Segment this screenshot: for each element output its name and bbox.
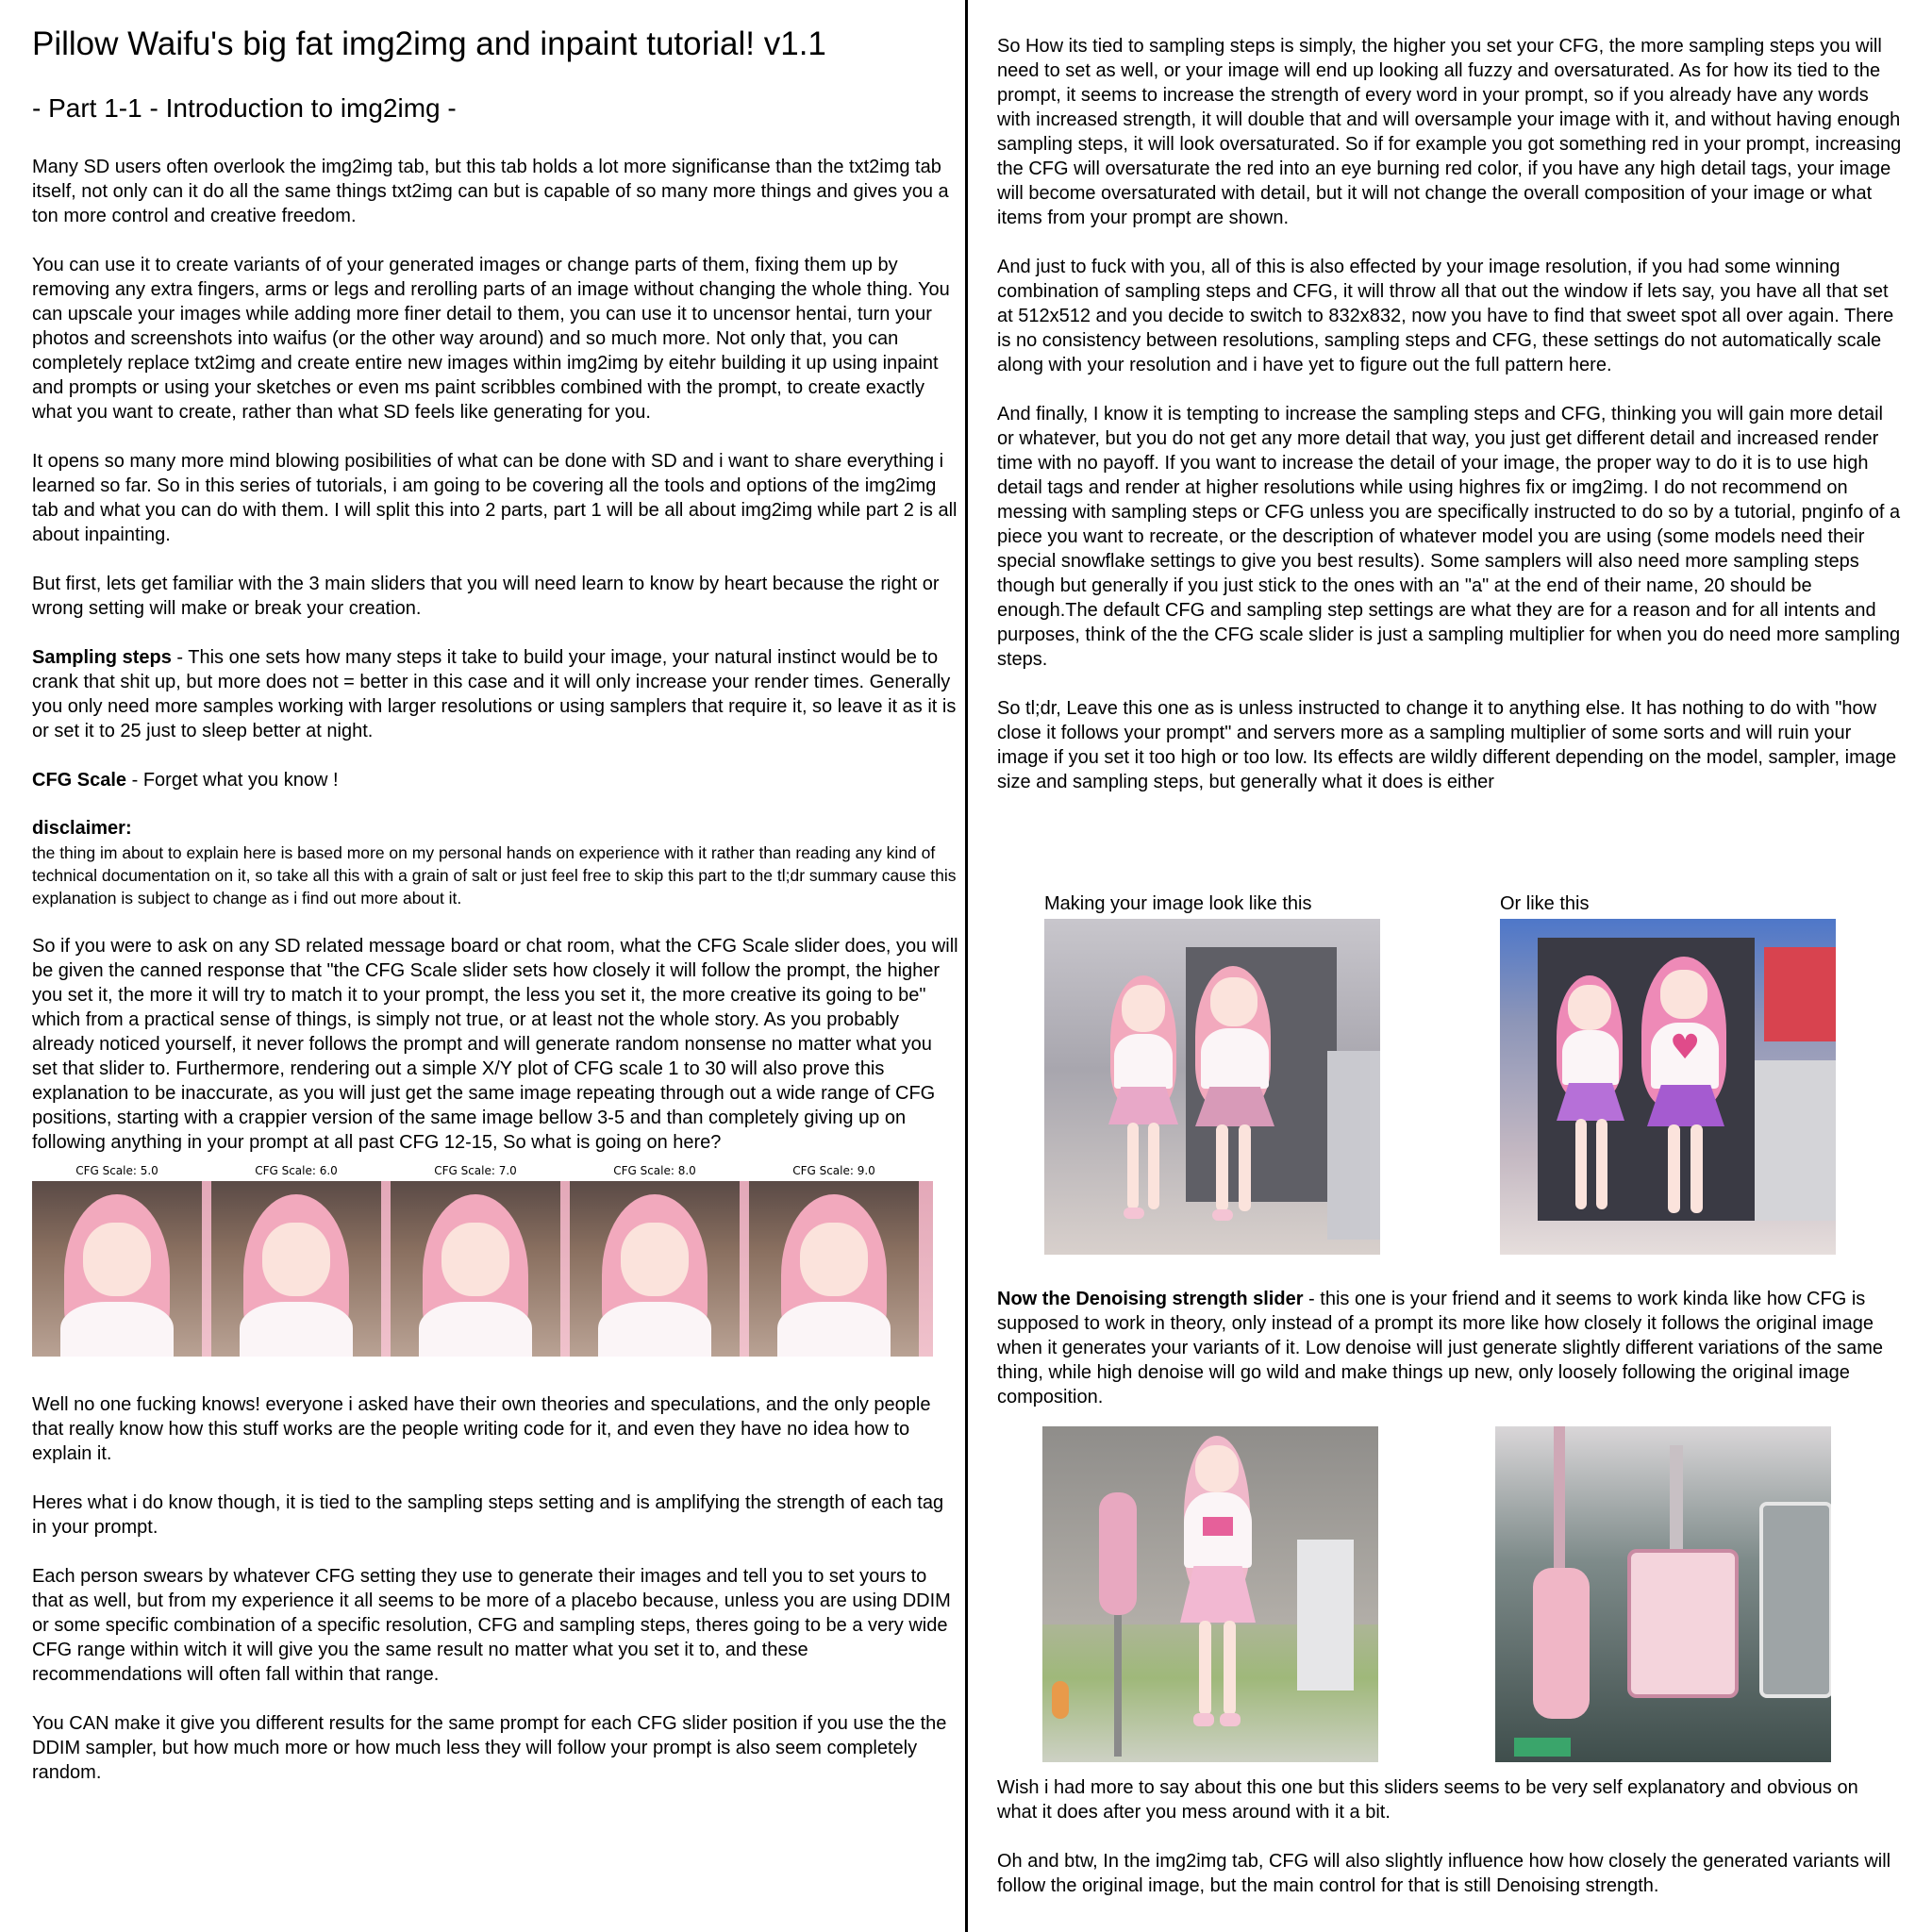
figure-face bbox=[441, 1223, 509, 1296]
figure-face bbox=[621, 1223, 689, 1296]
tied-to-steps-paragraph: Heres what i do know though, it is tied to the sampling steps setting and is amplifying the strength of each tag in your prompt. bbox=[32, 1492, 944, 1538]
ddim-paragraph: You CAN make it give you different results for the same prompt for each CFG slider position if you use the the DDIM sampler, but how much more or how much less they will follow your prompt is also seem completely random. bbox=[32, 1713, 947, 1783]
denoising-text: - this one is your friend and it seems to work kinda like how CFG is supposed to work in theory, only instead of a prompt its more like how closely it follows the original image when it generates your variants of it. Low denoise will just generate slightly different variations of the same thing, while high denoise will go wild and make things up new, only loosely following the original image composition. bbox=[997, 1289, 1884, 1407]
cfg-label-8: CFG Scale: 8.0 bbox=[613, 1164, 696, 1177]
right-column bbox=[997, 0, 1903, 794]
denoising-paragraph bbox=[997, 1287, 1903, 1409]
intro-paragraph: Many SD users often overlook the img2img tab, but this tab holds a lot more significanse than the txt2img tab itself, not only can it do all the same things txt2img can but is capable of so many more things and gives you a ton more control and creative freedom. bbox=[32, 157, 949, 226]
figure-shirt bbox=[777, 1302, 891, 1357]
figure-shirt bbox=[240, 1302, 353, 1357]
cfg-image-5 bbox=[32, 1181, 202, 1357]
steps-tie-paragraph: So How its tied to sampling steps is simply, the higher you set your CFG, the more sampling steps you will need to set as well, or your image will end up looking all fuzzy and oversaturated. As for how its tied to the prompt, it seems to increase the strength of every word in your prompt, so if you already have any words with increased strength, it will double that and will oversample your image with it, and without having enough sampling steps, it will look oversaturated. So if for example you got something red in your prompt, increasing the CFG will oversaturate the red into an eye burning red color, if you have any high detail tags, your image will become oversaturated with detail, but it will not change the overall composition of your image or what items from your prompt are shown. bbox=[997, 36, 1902, 228]
btw-paragraph: Oh and btw, In the img2img tab, CFG will also slightly influence how how closely the generated variants will follow the original image, but the main control for that is still Denoising strength. bbox=[997, 1851, 1891, 1896]
figure-face bbox=[83, 1223, 151, 1296]
cfg-label-9: CFG Scale: 9.0 bbox=[792, 1164, 875, 1177]
left-column bbox=[32, 0, 961, 1785]
cfg-scale-lead: CFG Scale bbox=[32, 770, 127, 791]
pink-post bbox=[1099, 1492, 1137, 1615]
part-heading: - Part 1-1 - Introduction to img2img - bbox=[32, 93, 457, 123]
figure-shirt bbox=[419, 1302, 532, 1357]
uses-paragraph: You can use it to create variants of of your generated images or change parts of them, fixing them up by removing any extra fingers, arms or legs and rerolling parts of an image without changing the whole thing. You can upscale your images while adding more finer detail to them, you can use it to uncensor hentai, turn your photos and screenshots into waifus (or the other way around) and so much more. Not only that, you can completely replace txt2img and create entire new images within img2img by eitehr building it up using inpaint and prompts or using your sketches or even ms paint scribbles combined with the prompt, to create exactly what you want to create, rather than what SD feels like generating for you. bbox=[32, 255, 950, 423]
fuzzy-caption: Making your image look like this bbox=[1044, 893, 1312, 914]
series-paragraph: It opens so many more mind blowing posibilities of what can be done with SD and i want to share everything i learned so far. So in this series of tutorials, i am going to be covering all the tools and options of the img2img tab and what you can do with them. I will split this into 2 parts, part 1 will be all about img2img while part 2 is all about inpainting. bbox=[32, 451, 958, 545]
oversaturated-example-image bbox=[1500, 919, 1836, 1255]
figure-face bbox=[800, 1223, 868, 1296]
cfg-label-5: CFG Scale: 5.0 bbox=[75, 1164, 158, 1177]
denoising-lead: Now the Denoising strength slider bbox=[997, 1289, 1304, 1309]
cfg-scale-text: - Forget what you know ! bbox=[126, 770, 339, 791]
column-divider bbox=[965, 0, 968, 1932]
cfg-label-7: CFG Scale: 7.0 bbox=[434, 1164, 517, 1177]
resolution-paragraph: And just to fuck with you, all of this is also effected by your image resolution, if you had some winning combination of sampling steps and CFG, it will throw all that out the window if lets say, you have all that set at 512x512 and you decide to switch to 832x832, now you have to find that sweet spot all over again. There is no consistency between resolutions, sampling steps and CFG, these settings do not automatically scale along with your resolution and i have yet to figure out the full pattern here. bbox=[997, 257, 1894, 375]
no-one-knows-paragraph: Well no one fucking knows! everyone i asked have their own theories and speculations, and the only people that really know how this stuff works are the people writing code for it, and even they have no idea how to explain it. bbox=[32, 1394, 931, 1464]
finally-paragraph: And finally, I know it is tempting to increase the sampling steps and CFG, thinking you will gain more detail or whatever, but you do not get any more detail that way, you just get different detail and increased render time with no payoff. If you want to increase the detail of your image, the proper way to do it is to use high detail tags and render at higher resolutions while using highres fix or img2img. I do not recommend on messing with sampling steps or CFG unless you are specifically instructed to do so by a tutorial, pnginfo of a piece you want to recreate, or the description of whatever model you are using (some models need their special snowflake settings to give you best results). Some samplers will also need more sampling steps though but generally if you just stick to the ones with an "a" at the end of their name, 20 should be enough.The default CFG and sampling step settings are what they are for a reason and for all intents and purposes, think of the the CFG scale slider is just a sampling multiplier for when you do need more sampling steps. bbox=[997, 404, 1901, 670]
low-denoise-image bbox=[1042, 1426, 1378, 1762]
placebo-paragraph: Each person swears by whatever CFG setting they use to generate their images and tell you to set yours to that as well, but from my experience it all seems to be more of a placebo because, unless you are using DDIM or some specific combination of a specific resolution, CFG and sampling steps, theres going to be a very wide CFG range within witch it will give you the same result no matter what you set it to, and these recommendations will often fall within that range. bbox=[32, 1566, 951, 1685]
figure-shirt bbox=[598, 1302, 711, 1357]
disclaimer-heading: disclaimer: bbox=[32, 818, 132, 839]
cfg-image-gap bbox=[740, 1181, 749, 1357]
cfg-comparison-strip bbox=[32, 1164, 933, 1357]
oversaturated-caption: Or like this bbox=[1500, 893, 1590, 914]
cfg-image-gap bbox=[202, 1181, 211, 1357]
cfg-image-gap bbox=[919, 1181, 933, 1357]
high-denoise-image bbox=[1495, 1426, 1831, 1762]
sampling-steps-text: - This one sets how many steps it take to build your image, your natural instinct would be to crank that shit up, but more does not = better in this case and it will only increase your render times. Generally you only need more samples working with larger resolutions or using samplers that require it, so leave it as it is or set it to 25 just to sleep better at night. bbox=[32, 647, 957, 741]
fuzzy-example-image bbox=[1044, 919, 1380, 1255]
tldr-paragraph: So tl;dr, Leave this one as is unless instructed to change it to anything else. It has nothing to do with "how close it follows your prompt" and servers more as a sampling multiplier of some sorts and will ruin your image if you set it too high or too low. Its effects are wildly different depending on the model, sampler, image size and sampling steps, but generally what it does is either bbox=[997, 698, 1897, 792]
figure-shirt bbox=[60, 1302, 174, 1357]
figure-face bbox=[262, 1223, 330, 1296]
sampling-steps-paragraph bbox=[32, 645, 961, 743]
disclaimer-text: the thing im about to explain here is based more on my personal hands on experience with it rather than reading any kind of technical documentation on it, so take all this with a grain of salt or just feel free to skip this part to the tl;dr summary cause this explanation is subject to change as i find out more about it. bbox=[32, 843, 957, 908]
heart-icon: ♥ bbox=[1670, 1028, 1701, 1067]
canned-response-paragraph: So if you were to ask on any SD related message board or chat room, what the CFG Scale slider does, you will be given the canned response that "the CFG Scale slider sets how closely it will follow the prompt, the higher you set it, the more it will try to match it to your prompt, the less you set it, the more creative its going to be" which from a practical sense of things, is simply not true, or at least not the whole story. As you probably already noticed yourself, it never follows the prompt and will generate random nonsense no matter what you set that slider to. Furthermore, rendering out a simple X/Y plot of CFG scale 1 to 30 will also prove this explanation to be inaccurate, as you will just get the same image repeating through out a wide range of CFG positions, starting with a crappier version of the same image bellow 3-5 and than completely giving up on following anything in your prompt at all past CFG 12-15, So what is going on here? bbox=[32, 936, 958, 1153]
self-explanatory-paragraph: Wish i had more to say about this one but this sliders seems to be very self explanatory and obvious on what it does after you mess around with it a bit. bbox=[997, 1777, 1858, 1823]
cfg-image-9 bbox=[749, 1181, 919, 1357]
cfg-image-gap bbox=[381, 1181, 391, 1357]
cfg-image-7 bbox=[391, 1181, 560, 1357]
cfg-image-8 bbox=[570, 1181, 740, 1357]
cfg-image-6 bbox=[211, 1181, 381, 1357]
sampling-steps-lead: Sampling steps bbox=[32, 647, 172, 668]
cfg-scale-paragraph bbox=[32, 768, 961, 792]
cfg-label-6: CFG Scale: 6.0 bbox=[255, 1164, 338, 1177]
sliders-intro-paragraph: But first, lets get familiar with the 3 main sliders that you will need learn to know by heart because the right or wrong setting will make or break your creation. bbox=[32, 574, 940, 619]
page-title: Pillow Waifu's big fat img2img and inpaint tutorial! v1.1 bbox=[32, 25, 826, 62]
cfg-image-gap bbox=[560, 1181, 570, 1357]
